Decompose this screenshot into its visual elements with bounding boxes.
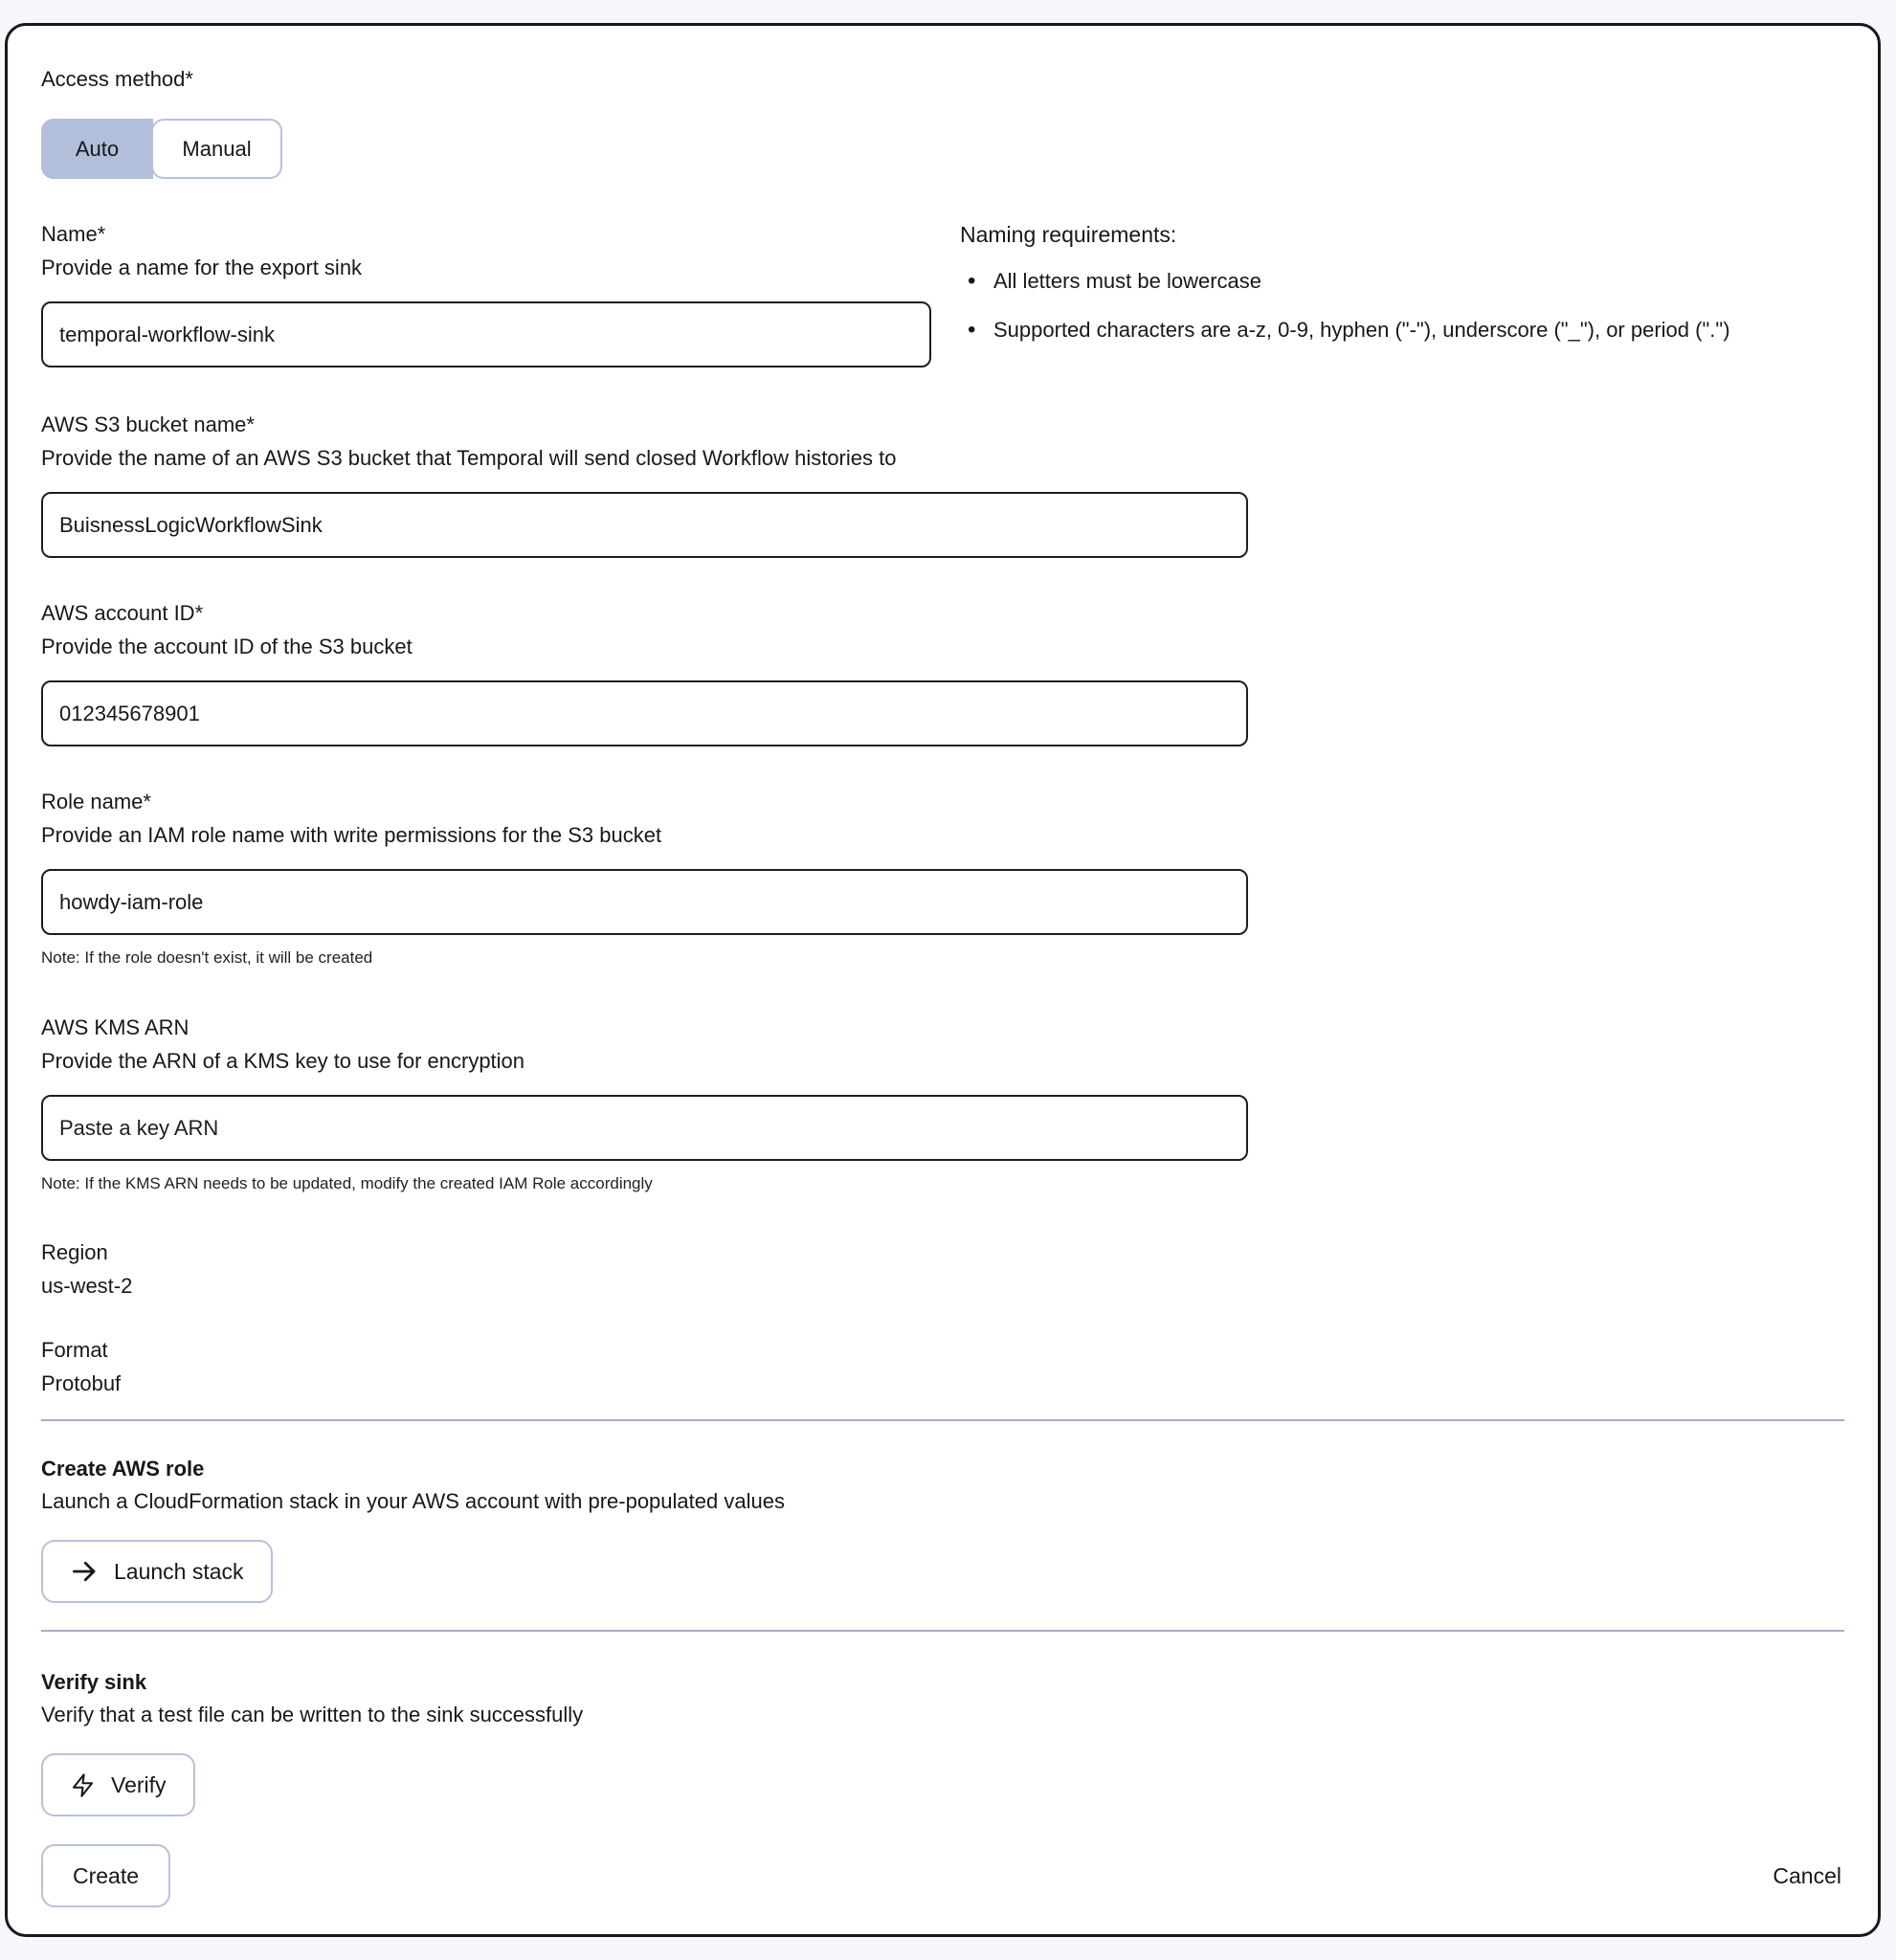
format-value: Protobuf — [41, 1371, 122, 1395]
format-field — [41, 1333, 1844, 1400]
role-name-input[interactable] — [41, 869, 1248, 935]
create-button[interactable]: Create — [41, 1844, 170, 1907]
role-name-description: Provide an IAM role name with write permissions for the S3 bucket — [41, 823, 662, 847]
export-sink-form-panel — [5, 23, 1881, 1937]
naming-requirements-list — [960, 263, 1844, 347]
cancel-button[interactable]: Cancel — [1773, 1862, 1841, 1888]
section-divider — [41, 1630, 1844, 1632]
name-input[interactable] — [41, 301, 931, 368]
region-label: Region — [41, 1240, 108, 1264]
naming-requirement-item: • All letters must be lowercase — [993, 263, 1844, 299]
name-field-label: Name* — [41, 222, 106, 246]
naming-requirements — [960, 217, 1844, 368]
format-label: Format — [41, 1338, 108, 1362]
role-name-field — [41, 785, 1844, 969]
verify-sink-description: Verify that a test file can be written to the sink successfully — [41, 1703, 584, 1726]
section-divider — [41, 1419, 1844, 1421]
s3-bucket-description: Provide the name of an AWS S3 bucket that Temporal will send closed Workflow histories to — [41, 446, 897, 470]
kms-arn-field — [41, 1011, 1844, 1195]
naming-requirement-item: • Supported characters are a-z, 0-9, hyphen ("-"), underscore ("_"), or period (".") — [993, 312, 1844, 347]
access-method-auto-button[interactable]: Auto — [41, 119, 153, 179]
s3-bucket-input[interactable] — [41, 492, 1248, 558]
verify-button[interactable] — [41, 1753, 195, 1816]
kms-arn-label: AWS KMS ARN — [41, 1015, 190, 1039]
create-aws-role-section — [41, 1453, 1844, 1603]
verify-sink-title: Verify sink — [41, 1670, 147, 1694]
lightning-bolt-icon — [70, 1772, 96, 1798]
naming-requirements-title: Naming requirements: — [960, 222, 1177, 247]
region-field — [41, 1236, 1844, 1303]
kms-arn-description: Provide the ARN of a KMS key to use for encryption — [41, 1049, 525, 1073]
create-aws-role-description: Launch a CloudFormation stack in your AWS account with pre-populated values — [41, 1489, 785, 1513]
launch-stack-button[interactable] — [41, 1540, 273, 1603]
kms-arn-input[interactable] — [41, 1095, 1248, 1161]
aws-account-id-description: Provide the account ID of the S3 bucket — [41, 635, 413, 658]
name-field-description: Provide a name for the export sink — [41, 256, 363, 279]
s3-bucket-label: AWS S3 bucket name* — [41, 412, 255, 436]
aws-account-id-label: AWS account ID* — [41, 601, 204, 625]
access-method-manual-button[interactable]: Manual — [151, 119, 282, 179]
launch-stack-button-label: Launch stack — [114, 1558, 244, 1584]
role-name-note: Note: If the role doesn't exist, it will be created — [41, 948, 373, 967]
kms-arn-note: Note: If the KMS ARN needs to be updated, modify the created IAM Role accordingly — [41, 1174, 653, 1192]
arrow-right-icon — [70, 1557, 99, 1586]
role-name-label: Role name* — [41, 790, 151, 813]
verify-button-label: Verify — [111, 1771, 167, 1797]
s3-bucket-field — [41, 408, 1844, 558]
aws-account-id-field — [41, 596, 1844, 746]
aws-account-id-input[interactable] — [41, 680, 1248, 746]
access-method-toggle — [41, 119, 282, 179]
name-field — [41, 217, 931, 368]
verify-sink-section — [41, 1666, 1844, 1816]
create-aws-role-title: Create AWS role — [41, 1457, 205, 1481]
access-method-label: Access method* — [41, 67, 193, 91]
region-value: us-west-2 — [41, 1274, 133, 1298]
form-footer — [41, 1844, 1844, 1907]
